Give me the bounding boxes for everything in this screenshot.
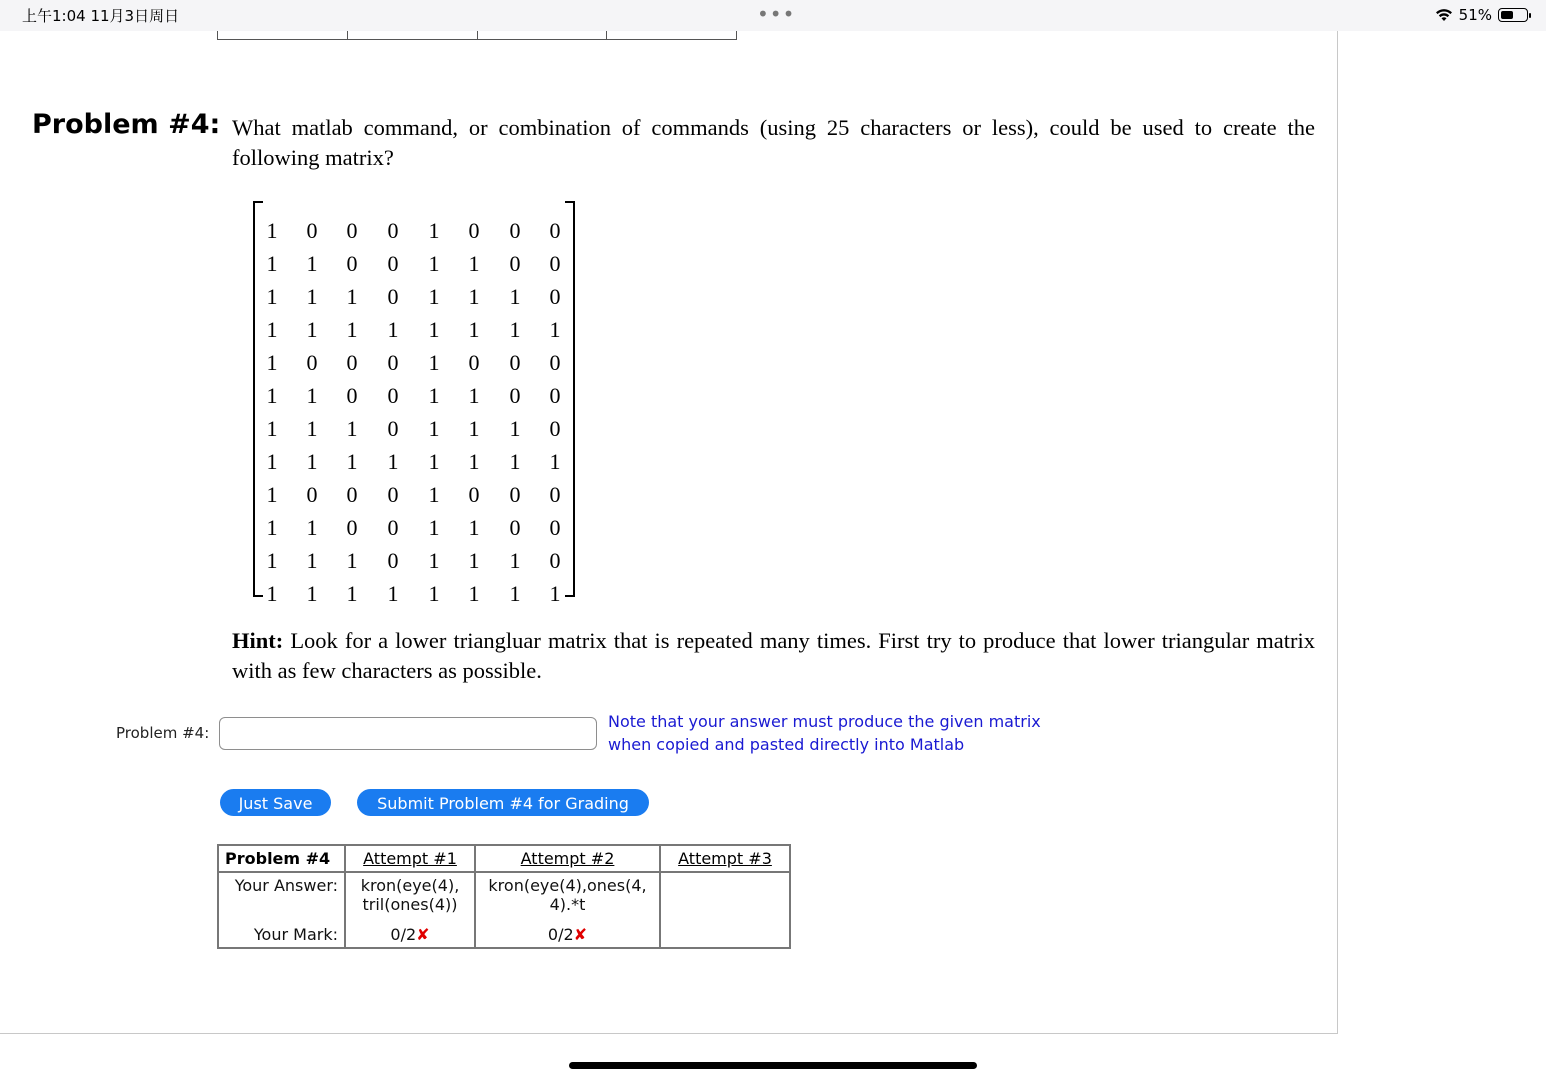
attempt-1-header[interactable]: Attempt #1 bbox=[345, 845, 475, 872]
matrix-cell: 0 bbox=[346, 383, 358, 408]
attempts-title: Problem #4 bbox=[218, 845, 345, 872]
matrix-cell: 1 bbox=[387, 581, 399, 606]
submit-grading-button[interactable]: Submit Problem #4 for Grading bbox=[357, 789, 649, 816]
matrix-cell: 1 bbox=[468, 251, 480, 276]
matrix-cell: 0 bbox=[468, 482, 480, 507]
attempt-3-answer bbox=[660, 872, 790, 917]
matrix-cell: 1 bbox=[509, 449, 521, 474]
matrix-cell: 1 bbox=[509, 284, 521, 309]
status-right bbox=[1435, 6, 1528, 24]
matrix-cell: 1 bbox=[468, 383, 480, 408]
matrix-cell: 1 bbox=[306, 251, 318, 276]
attempt-1-score: 0/2 bbox=[390, 925, 417, 944]
attempt-2-answer-line: kron(eye(4),ones(4, bbox=[488, 876, 647, 895]
matrix-cell: 1 bbox=[266, 218, 278, 243]
matrix-cell: 0 bbox=[468, 350, 480, 375]
just-save-button[interactable]: Just Save bbox=[220, 789, 331, 816]
matrix-cell: 0 bbox=[387, 350, 399, 375]
matrix-cell: 0 bbox=[306, 350, 318, 375]
your-mark-label: Your Mark: bbox=[218, 917, 345, 948]
attempt-1-answer-line: kron(eye(4), bbox=[360, 876, 460, 895]
matrix-row bbox=[253, 379, 575, 412]
matrix-cell: 1 bbox=[306, 416, 318, 441]
matrix-cell: 1 bbox=[468, 317, 480, 342]
matrix-cell: 1 bbox=[428, 317, 440, 342]
matrix-cell: 0 bbox=[509, 251, 521, 276]
attempt-2-score: 0/2 bbox=[547, 925, 574, 944]
matrix-cell: 1 bbox=[266, 515, 278, 540]
matrix-cell: 1 bbox=[266, 383, 278, 408]
matrix-cell: 1 bbox=[468, 581, 480, 606]
matrix-cell: 0 bbox=[509, 482, 521, 507]
battery-level bbox=[1501, 11, 1513, 19]
attempt-1-answer-line: tril(ones(4)) bbox=[362, 895, 458, 914]
incorrect-x-icon: ✘ bbox=[416, 925, 430, 944]
matrix-cell: 1 bbox=[428, 581, 440, 606]
matrix-cell: 1 bbox=[266, 482, 278, 507]
matrix-cell: 1 bbox=[306, 581, 318, 606]
attempt-1-mark bbox=[345, 917, 475, 948]
matrix-cell: 0 bbox=[509, 218, 521, 243]
matrix-cell: 0 bbox=[346, 218, 358, 243]
matrix-row bbox=[253, 445, 575, 478]
matrix-cell: 1 bbox=[428, 383, 440, 408]
attempts-mark-row bbox=[218, 917, 790, 948]
matrix-row bbox=[253, 577, 575, 610]
matrix-cell: 0 bbox=[549, 218, 561, 243]
matrix-cell: 1 bbox=[306, 449, 318, 474]
answer-note bbox=[608, 711, 1041, 756]
matrix-cell: 1 bbox=[306, 317, 318, 342]
matrix-cell: 1 bbox=[306, 383, 318, 408]
matrix-cell: 1 bbox=[428, 350, 440, 375]
matrix-cell: 1 bbox=[266, 581, 278, 606]
battery-percent: 51% bbox=[1458, 6, 1492, 24]
matrix-cell: 0 bbox=[387, 515, 399, 540]
target-matrix bbox=[253, 201, 575, 606]
matrix-cell: 1 bbox=[346, 317, 358, 342]
matrix-cell: 1 bbox=[428, 218, 440, 243]
matrix-cell: 1 bbox=[266, 317, 278, 342]
matrix-cell: 0 bbox=[549, 284, 561, 309]
matrix-cell: 0 bbox=[387, 416, 399, 441]
matrix-cell: 1 bbox=[387, 317, 399, 342]
problem-question: What matlab command, or combination of commands (using 25 characters or less), could be used to create the following matrix? bbox=[232, 115, 1315, 170]
note-line-2: when copied and pasted directly into Matlab bbox=[608, 734, 965, 754]
matrix-cell: 0 bbox=[387, 482, 399, 507]
answer-input[interactable] bbox=[219, 717, 597, 750]
matrix-cell: 0 bbox=[549, 482, 561, 507]
matrix-cell: 1 bbox=[306, 284, 318, 309]
matrix-cell: 0 bbox=[346, 515, 358, 540]
matrix-row bbox=[253, 544, 575, 577]
matrix-cell: 1 bbox=[306, 515, 318, 540]
status-bar bbox=[0, 0, 1546, 31]
matrix-cell: 0 bbox=[306, 482, 318, 507]
attempts-header-row bbox=[218, 845, 790, 872]
matrix-cell: 0 bbox=[549, 548, 561, 573]
matrix-row bbox=[253, 478, 575, 511]
matrix-cell: 0 bbox=[387, 548, 399, 573]
matrix-cell: 1 bbox=[346, 548, 358, 573]
matrix-cell: 0 bbox=[549, 350, 561, 375]
wifi-icon bbox=[1435, 8, 1453, 22]
matrix-cell: 1 bbox=[428, 284, 440, 309]
matrix-cell: 0 bbox=[468, 218, 480, 243]
matrix-cell: 0 bbox=[346, 350, 358, 375]
hint-text bbox=[232, 626, 1315, 686]
attempt-2-header[interactable]: Attempt #2 bbox=[475, 845, 660, 872]
matrix-cell: 1 bbox=[428, 515, 440, 540]
hint-label: Hint: bbox=[232, 628, 284, 653]
matrix-cell: 0 bbox=[346, 251, 358, 276]
matrix-cell: 0 bbox=[387, 251, 399, 276]
matrix-cell: 0 bbox=[549, 416, 561, 441]
matrix-cell: 0 bbox=[509, 515, 521, 540]
matrix-cell: 1 bbox=[468, 284, 480, 309]
answer-label: Problem #4: bbox=[116, 724, 210, 742]
matrix-cell: 0 bbox=[509, 350, 521, 375]
matrix-cell: 1 bbox=[468, 548, 480, 573]
matrix-cell: 0 bbox=[306, 218, 318, 243]
problem-title: Problem #4: bbox=[32, 109, 221, 140]
matrix-cell: 0 bbox=[387, 218, 399, 243]
matrix-cell: 0 bbox=[387, 284, 399, 309]
attempt-3-mark bbox=[660, 917, 790, 948]
matrix-cell: 1 bbox=[549, 449, 561, 474]
matrix-row bbox=[253, 313, 575, 346]
matrix-cell: 1 bbox=[509, 548, 521, 573]
matrix-row bbox=[253, 214, 575, 247]
attempts-answer-row bbox=[218, 872, 790, 917]
matrix-cell: 1 bbox=[266, 350, 278, 375]
matrix-cell: 1 bbox=[549, 581, 561, 606]
matrix-cell: 1 bbox=[468, 515, 480, 540]
matrix-cell: 1 bbox=[306, 548, 318, 573]
matrix-cell: 0 bbox=[549, 515, 561, 540]
matrix-cell: 1 bbox=[266, 449, 278, 474]
matrix-cell: 1 bbox=[549, 317, 561, 342]
matrix-cell: 0 bbox=[387, 383, 399, 408]
matrix-row bbox=[253, 247, 575, 280]
attempt-2-answer bbox=[475, 872, 660, 917]
multitasking-dots-icon[interactable]: ••• bbox=[757, 2, 796, 26]
matrix-cell: 1 bbox=[266, 284, 278, 309]
matrix-cell: 1 bbox=[346, 581, 358, 606]
problem-panel bbox=[0, 31, 1338, 1034]
note-line-1: Note that your answer must produce the given matrix bbox=[608, 712, 1041, 731]
matrix-cell: 0 bbox=[549, 251, 561, 276]
matrix-cell: 1 bbox=[428, 416, 440, 441]
matrix-cell: 1 bbox=[428, 251, 440, 276]
matrix-row bbox=[253, 412, 575, 445]
attempt-2-answer-line: 4).*t bbox=[549, 895, 586, 914]
attempt-2-mark bbox=[475, 917, 660, 948]
matrix-cell: 1 bbox=[509, 416, 521, 441]
attempt-1-answer bbox=[345, 872, 475, 917]
matrix-cell: 1 bbox=[346, 416, 358, 441]
matrix-row bbox=[253, 280, 575, 313]
matrix-row bbox=[253, 511, 575, 544]
battery-icon bbox=[1498, 8, 1528, 22]
matrix-cell: 1 bbox=[509, 317, 521, 342]
matrix-cell: 1 bbox=[468, 449, 480, 474]
hint-body: Look for a lower triangluar matrix that is repeated many times. First try to produce that lower triangular matrix with as few characters as possible. bbox=[232, 628, 1315, 683]
matrix-cell: 1 bbox=[346, 284, 358, 309]
incorrect-x-icon: ✘ bbox=[573, 925, 588, 944]
matrix-cell: 0 bbox=[346, 482, 358, 507]
attempt-3-header[interactable]: Attempt #3 bbox=[660, 845, 790, 872]
status-time: 上午1:04 11月3日周日 bbox=[22, 7, 180, 25]
matrix-cell: 1 bbox=[266, 251, 278, 276]
home-indicator[interactable] bbox=[569, 1062, 977, 1069]
matrix-cell: 1 bbox=[468, 416, 480, 441]
matrix-cell: 1 bbox=[387, 449, 399, 474]
matrix-cell: 1 bbox=[266, 548, 278, 573]
matrix-cell: 1 bbox=[428, 449, 440, 474]
matrix-row bbox=[253, 346, 575, 379]
attempts-table bbox=[217, 844, 791, 949]
matrix-cell: 1 bbox=[509, 581, 521, 606]
matrix-cell: 1 bbox=[346, 449, 358, 474]
matrix-cell: 0 bbox=[549, 383, 561, 408]
matrix-cell: 1 bbox=[428, 548, 440, 573]
matrix-cell: 1 bbox=[266, 416, 278, 441]
matrix-cell: 0 bbox=[509, 383, 521, 408]
matrix-cell: 1 bbox=[428, 482, 440, 507]
previous-table-fragment bbox=[217, 31, 737, 40]
your-answer-label: Your Answer: bbox=[218, 872, 345, 917]
